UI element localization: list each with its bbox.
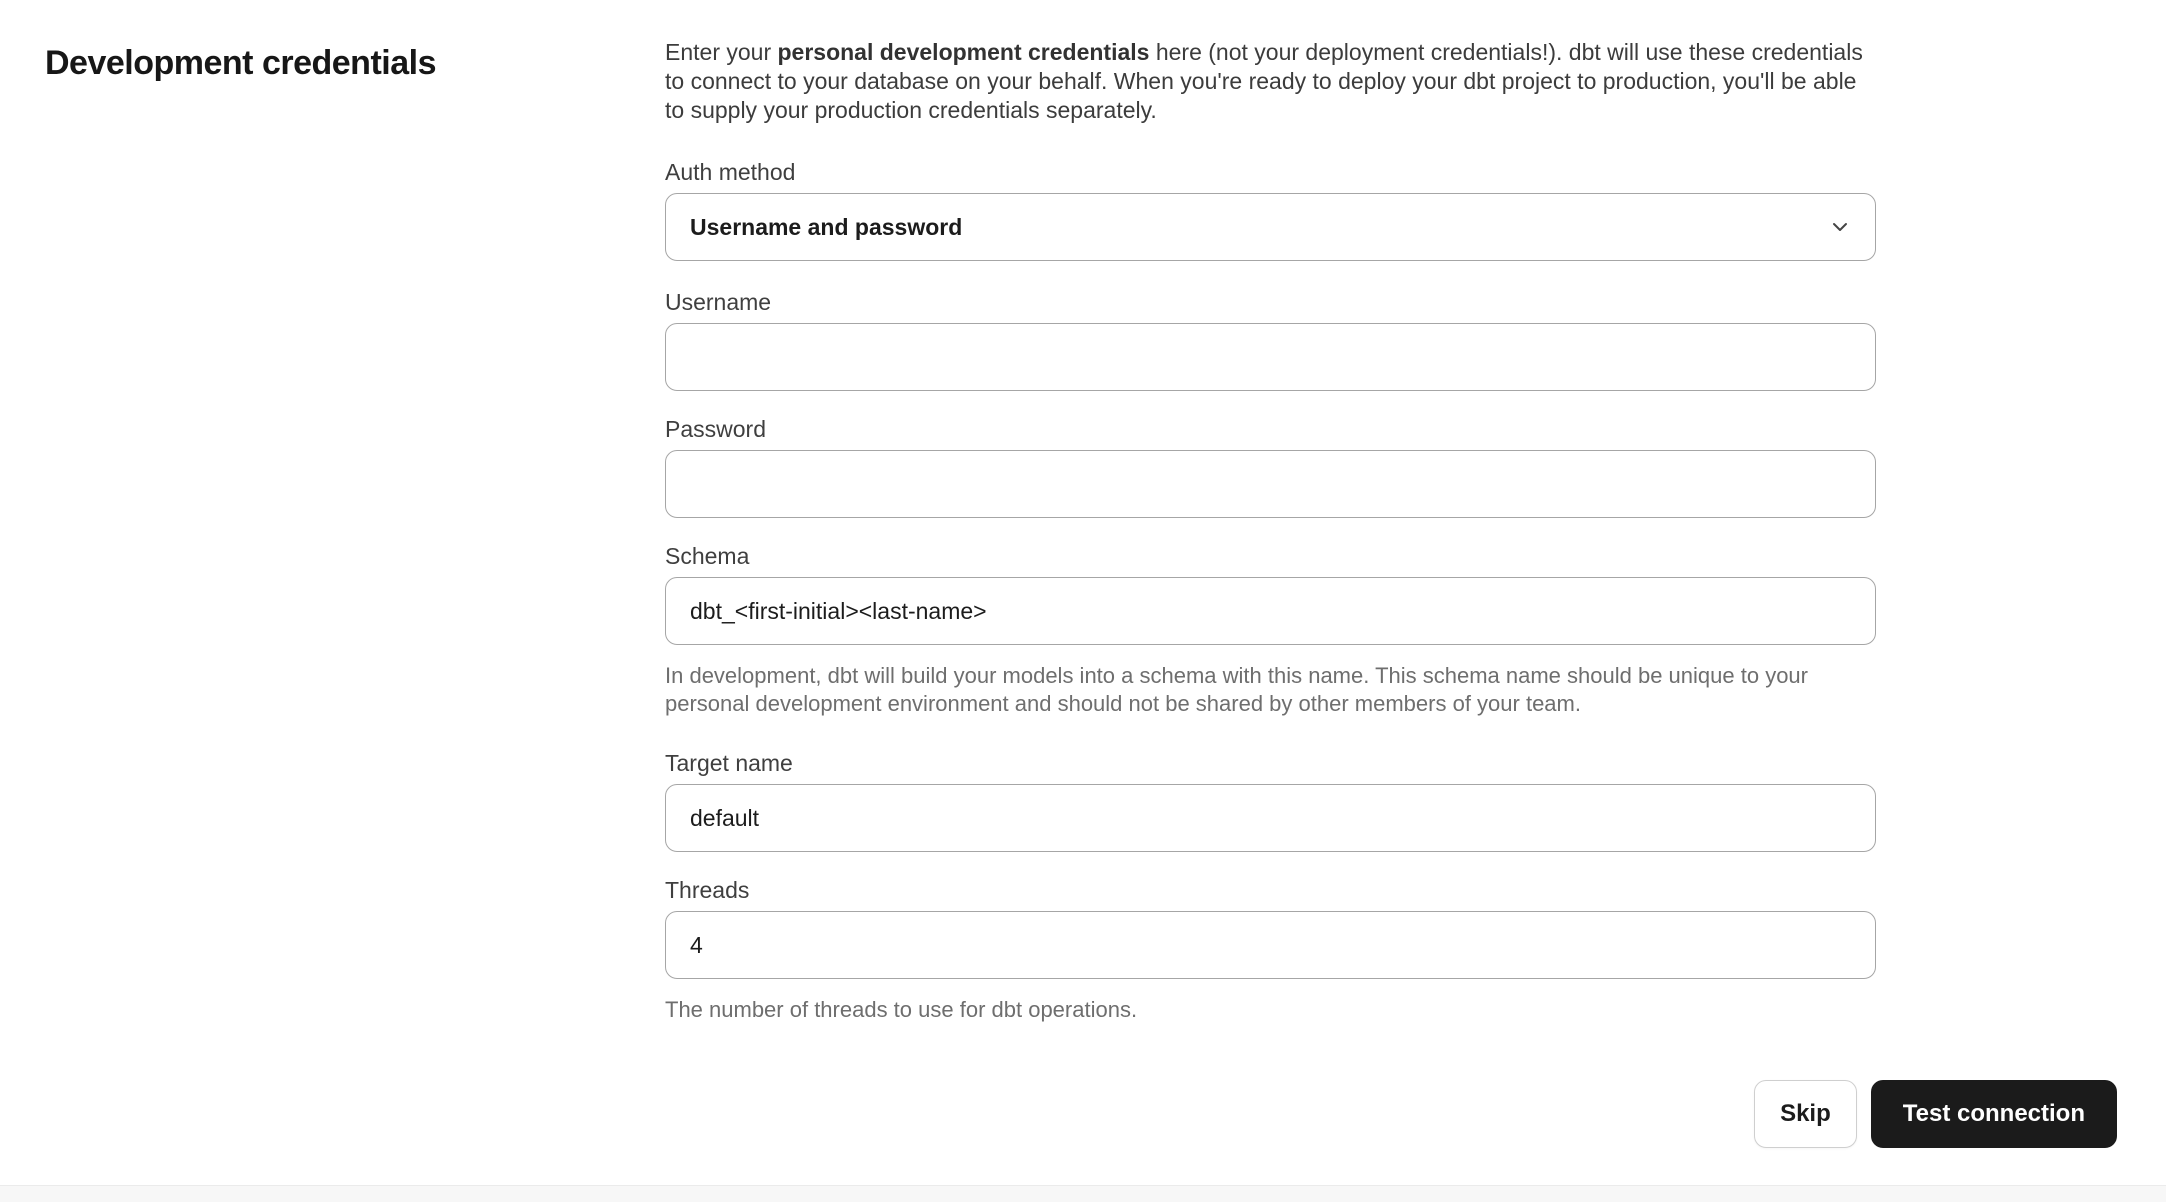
schema-help-text: In development, dbt will build your models into a schema with this name. This schema name should be unique to your personal development environment and should not be shared by other members of your team.	[665, 663, 1808, 716]
intro-paragraph	[665, 38, 1876, 125]
page-title: Development credentials	[45, 44, 436, 82]
schema-label: Schema	[665, 543, 750, 569]
auth-method-label: Auth method	[665, 159, 796, 185]
credentials-form	[665, 38, 1876, 1024]
target-name-input[interactable]	[665, 784, 1876, 852]
next-section-edge	[0, 1185, 2166, 1202]
intro-text-suffix: here (not your deployment credentials!). dbt will use these credentials to connect to your database on your behalf. When you're ready to deploy your dbt project to production, you'll be able to supply your production credentials separately.	[665, 39, 1863, 123]
threads-input[interactable]	[665, 911, 1876, 979]
schema-input[interactable]	[665, 577, 1876, 645]
username-input[interactable]	[665, 323, 1876, 391]
password-label: Password	[665, 416, 766, 442]
threads-help-text: The number of threads to use for dbt operations.	[665, 997, 1138, 1022]
intro-text-bold: personal development credentials	[777, 39, 1150, 65]
username-label: Username	[665, 289, 772, 315]
target-name-label: Target name	[665, 750, 793, 776]
form-actions	[1754, 1080, 2117, 1148]
chevron-down-icon	[1831, 218, 1849, 236]
skip-button[interactable]: Skip	[1754, 1080, 1857, 1148]
password-input[interactable]	[665, 450, 1876, 518]
threads-label: Threads	[665, 877, 750, 903]
intro-text-prefix: Enter your	[665, 39, 778, 65]
auth-method-selected-value: Username and password	[690, 213, 963, 240]
test-connection-button[interactable]: Test connection	[1871, 1080, 2117, 1148]
auth-method-select[interactable]	[665, 193, 1876, 261]
